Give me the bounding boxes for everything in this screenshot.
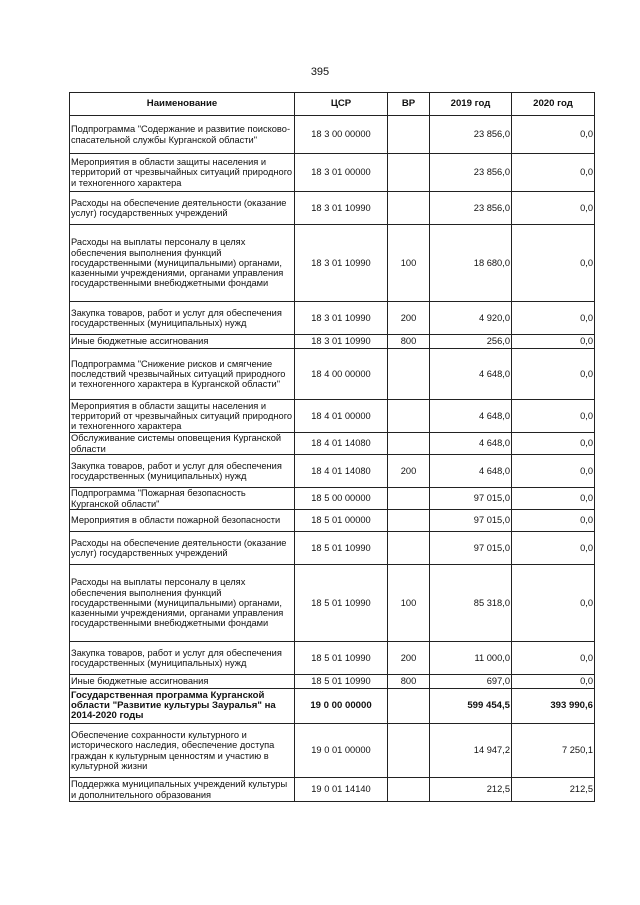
row-2020-cell: 0,0 xyxy=(512,532,595,565)
row-2019-cell: 4 648,0 xyxy=(430,455,512,488)
table-row xyxy=(70,565,595,642)
table-row xyxy=(70,724,595,778)
header-name: Наименование xyxy=(70,93,295,116)
table-header-row xyxy=(70,93,595,116)
table-row xyxy=(70,433,595,455)
row-2019-cell: 11 000,0 xyxy=(430,642,512,675)
row-vr-cell xyxy=(388,400,430,433)
row-name-cell: Подпрограмма "Снижение рисков и смягчение последствий чрезвычайных ситуаций природного и техногенного характера в Курганской области" xyxy=(70,349,295,400)
table-row xyxy=(70,225,595,302)
row-2019-cell: 97 015,0 xyxy=(430,510,512,532)
budget-table xyxy=(69,92,595,802)
row-vr-cell xyxy=(388,433,430,455)
row-2020-cell: 0,0 xyxy=(512,675,595,689)
row-2019-cell: 23 856,0 xyxy=(430,154,512,192)
row-2019-cell: 4 920,0 xyxy=(430,302,512,335)
row-csr-cell: 18 4 01 14080 xyxy=(295,433,388,455)
row-name-cell: Расходы на выплаты персоналу в целях обеспечения выполнения функций государственными (муниципальными) органами, казенными учреждениями, органами управления государственными внебюджетными фондами xyxy=(70,225,295,302)
row-2019-cell: 85 318,0 xyxy=(430,565,512,642)
row-vr-cell xyxy=(388,154,430,192)
row-vr-cell: 800 xyxy=(388,675,430,689)
row-csr-cell: 19 0 01 14140 xyxy=(295,778,388,802)
row-vr-cell xyxy=(388,532,430,565)
row-2020-cell: 212,5 xyxy=(512,778,595,802)
row-csr-cell: 18 3 01 10990 xyxy=(295,335,388,349)
table-row xyxy=(70,689,595,724)
row-vr-cell xyxy=(388,192,430,225)
row-csr-cell: 18 5 01 10990 xyxy=(295,565,388,642)
row-csr-cell: 18 4 01 00000 xyxy=(295,400,388,433)
row-2019-cell: 97 015,0 xyxy=(430,488,512,510)
row-vr-cell xyxy=(388,778,430,802)
row-2019-cell: 97 015,0 xyxy=(430,532,512,565)
row-2019-cell: 256,0 xyxy=(430,335,512,349)
row-2019-cell: 23 856,0 xyxy=(430,116,512,154)
row-name-cell: Поддержка муниципальных учреждений культуры и дополнительного образования xyxy=(70,778,295,802)
row-vr-cell: 100 xyxy=(388,565,430,642)
row-name-cell: Закупка товаров, работ и услуг для обеспечения государственных (муниципальных) нужд xyxy=(70,302,295,335)
row-csr-cell: 18 5 01 10990 xyxy=(295,675,388,689)
row-name-cell: Расходы на обеспечение деятельности (оказание услуг) государственных учреждений xyxy=(70,192,295,225)
table-row xyxy=(70,510,595,532)
row-name-cell: Мероприятия в области пожарной безопасности xyxy=(70,510,295,532)
row-vr-cell: 200 xyxy=(388,455,430,488)
row-2020-cell: 0,0 xyxy=(512,349,595,400)
row-csr-cell: 18 4 01 14080 xyxy=(295,455,388,488)
row-2020-cell: 0,0 xyxy=(512,335,595,349)
table-row xyxy=(70,642,595,675)
header-2020: 2020 год xyxy=(512,93,595,116)
row-name-cell: Государственная программа Курганской области "Развитие культуры Зауралья" на 2014-2020 годы xyxy=(70,689,295,724)
row-name-cell: Мероприятия в области защиты населения и территорий от чрезвычайных ситуаций природного и техногенного характера xyxy=(70,400,295,433)
table-row xyxy=(70,488,595,510)
table-row xyxy=(70,400,595,433)
row-csr-cell: 18 5 01 10990 xyxy=(295,532,388,565)
table-row xyxy=(70,335,595,349)
row-csr-cell: 18 3 01 10990 xyxy=(295,225,388,302)
table-body xyxy=(70,116,595,802)
row-name-cell: Подпрограмма "Содержание и развитие поисково-спасательной службы Курганской области" xyxy=(70,116,295,154)
row-2019-cell: 23 856,0 xyxy=(430,192,512,225)
table-row xyxy=(70,675,595,689)
row-vr-cell xyxy=(388,724,430,778)
table-row xyxy=(70,349,595,400)
row-vr-cell xyxy=(388,116,430,154)
row-2019-cell: 14 947,2 xyxy=(430,724,512,778)
table-row xyxy=(70,778,595,802)
row-csr-cell: 18 5 01 10990 xyxy=(295,642,388,675)
row-name-cell: Подпрограмма "Пожарная безопасность Курганской области" xyxy=(70,488,295,510)
row-csr-cell: 18 3 01 00000 xyxy=(295,154,388,192)
row-vr-cell xyxy=(388,349,430,400)
table-row xyxy=(70,116,595,154)
row-csr-cell: 18 4 00 00000 xyxy=(295,349,388,400)
row-2020-cell: 0,0 xyxy=(512,154,595,192)
row-vr-cell: 100 xyxy=(388,225,430,302)
row-2020-cell: 0,0 xyxy=(512,400,595,433)
row-2020-cell: 7 250,1 xyxy=(512,724,595,778)
row-name-cell: Закупка товаров, работ и услуг для обеспечения государственных (муниципальных) нужд xyxy=(70,642,295,675)
row-2020-cell: 0,0 xyxy=(512,488,595,510)
page-number: 395 xyxy=(310,66,330,78)
row-name-cell: Иные бюджетные ассигнования xyxy=(70,335,295,349)
row-2020-cell: 0,0 xyxy=(512,642,595,675)
row-name-cell: Обеспечение сохранности культурного и исторического наследия, обеспечение доступа граждан к культурным ценностям и участию в культурной жизни xyxy=(70,724,295,778)
row-2020-cell: 393 990,6 xyxy=(512,689,595,724)
header-csr: ЦСР xyxy=(295,93,388,116)
row-csr-cell: 18 5 01 00000 xyxy=(295,510,388,532)
table-row xyxy=(70,302,595,335)
row-2020-cell: 0,0 xyxy=(512,455,595,488)
row-2020-cell: 0,0 xyxy=(512,565,595,642)
row-2019-cell: 4 648,0 xyxy=(430,433,512,455)
row-name-cell: Обслуживание системы оповещения Курганской области xyxy=(70,433,295,455)
row-2019-cell: 212,5 xyxy=(430,778,512,802)
row-vr-cell xyxy=(388,510,430,532)
row-name-cell: Иные бюджетные ассигнования xyxy=(70,675,295,689)
row-2019-cell: 599 454,5 xyxy=(430,689,512,724)
row-2020-cell: 0,0 xyxy=(512,192,595,225)
row-2020-cell: 0,0 xyxy=(512,302,595,335)
row-vr-cell: 200 xyxy=(388,642,430,675)
row-2020-cell: 0,0 xyxy=(512,433,595,455)
header-vr: ВР xyxy=(388,93,430,116)
row-csr-cell: 18 5 00 00000 xyxy=(295,488,388,510)
table-row xyxy=(70,532,595,565)
row-csr-cell: 19 0 00 00000 xyxy=(295,689,388,724)
row-name-cell: Мероприятия в области защиты населения и территорий от чрезвычайных ситуаций природного и техногенного характера xyxy=(70,154,295,192)
row-csr-cell: 18 3 01 10990 xyxy=(295,192,388,225)
row-name-cell: Расходы на выплаты персоналу в целях обеспечения выполнения функций государственными (муниципальными) органами, казенными учреждениями, органами управления государственными внебюджетными фондами xyxy=(70,565,295,642)
table-row xyxy=(70,192,595,225)
row-vr-cell: 200 xyxy=(388,302,430,335)
row-vr-cell xyxy=(388,488,430,510)
row-csr-cell: 19 0 01 00000 xyxy=(295,724,388,778)
row-name-cell: Расходы на обеспечение деятельности (оказание услуг) государственных учреждений xyxy=(70,532,295,565)
header-2019: 2019 год xyxy=(430,93,512,116)
row-2020-cell: 0,0 xyxy=(512,225,595,302)
row-2019-cell: 4 648,0 xyxy=(430,400,512,433)
row-2019-cell: 4 648,0 xyxy=(430,349,512,400)
row-2020-cell: 0,0 xyxy=(512,116,595,154)
row-csr-cell: 18 3 00 00000 xyxy=(295,116,388,154)
table-row xyxy=(70,154,595,192)
row-name-cell: Закупка товаров, работ и услуг для обеспечения государственных (муниципальных) нужд xyxy=(70,455,295,488)
row-vr-cell xyxy=(388,689,430,724)
row-2019-cell: 18 680,0 xyxy=(430,225,512,302)
row-vr-cell: 800 xyxy=(388,335,430,349)
row-2019-cell: 697,0 xyxy=(430,675,512,689)
row-csr-cell: 18 3 01 10990 xyxy=(295,302,388,335)
table-row xyxy=(70,455,595,488)
row-2020-cell: 0,0 xyxy=(512,510,595,532)
